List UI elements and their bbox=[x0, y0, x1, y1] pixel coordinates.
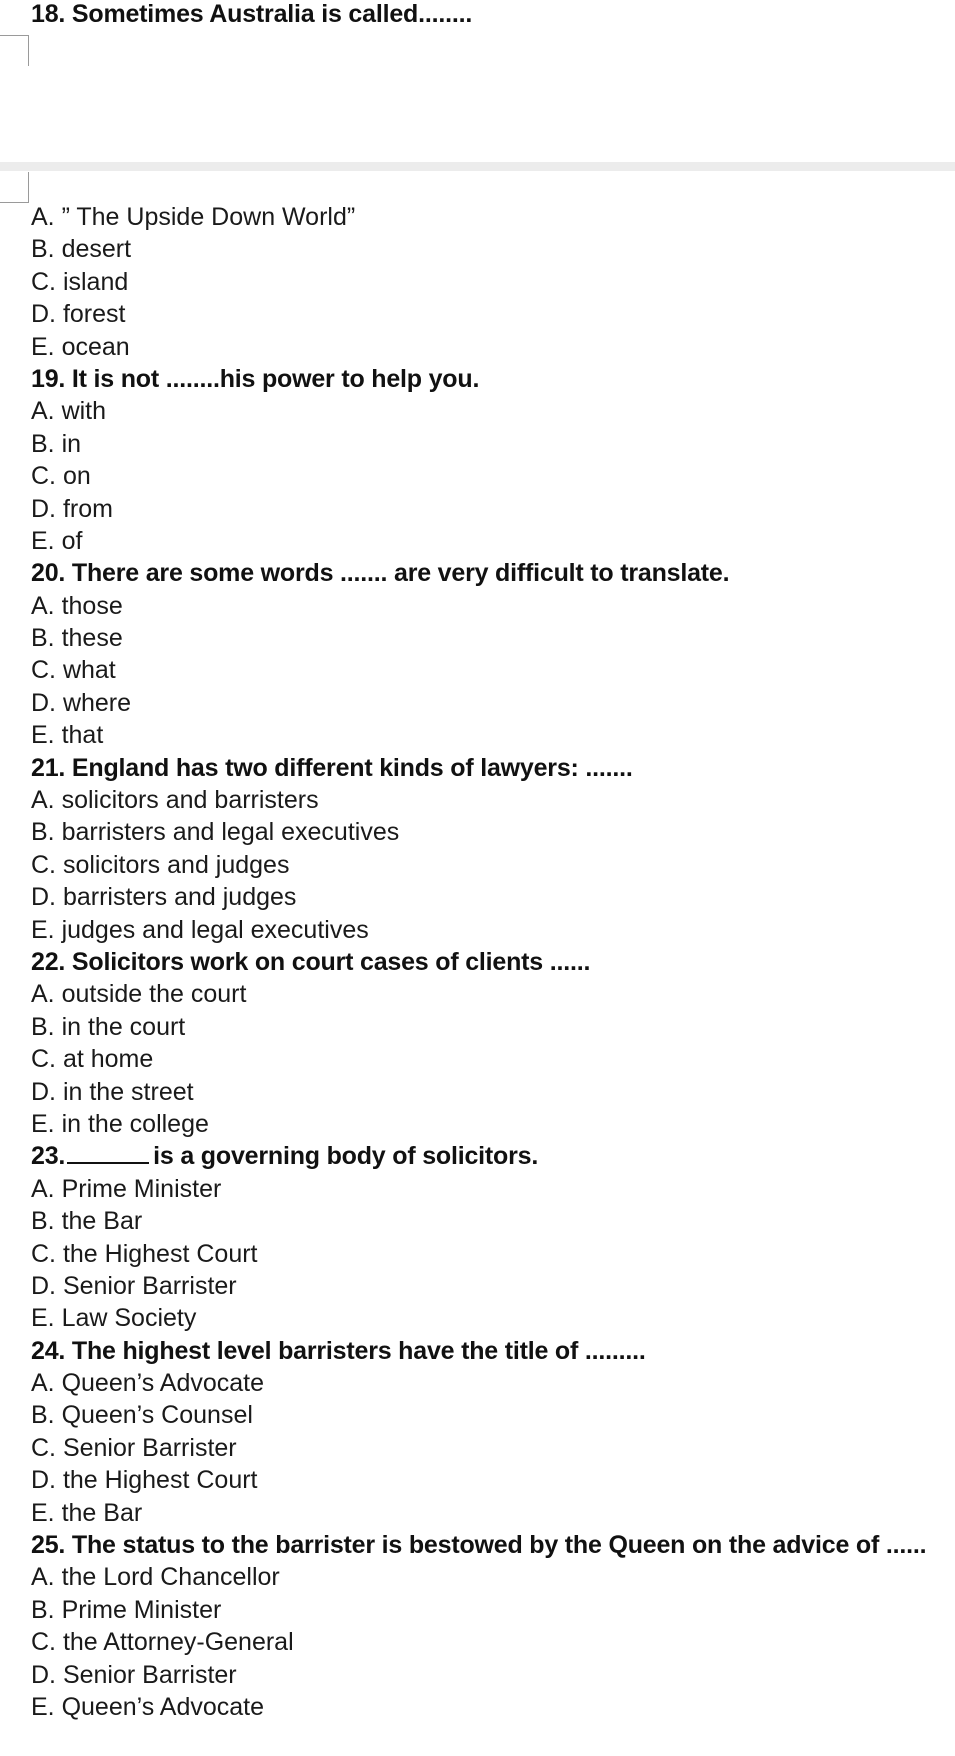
question-block-23 bbox=[31, 1140, 951, 1334]
question-23-number: 23. bbox=[31, 1142, 66, 1171]
questions-list bbox=[31, 201, 951, 1723]
option-20-e: E. that bbox=[31, 721, 104, 750]
option-25-b: B. Prime Minister bbox=[31, 1595, 222, 1624]
question-block-21 bbox=[31, 752, 951, 946]
page-break bbox=[0, 162, 955, 171]
option-19-a: A. with bbox=[31, 397, 107, 426]
question-block-24 bbox=[31, 1335, 951, 1529]
answer-blank bbox=[67, 1146, 149, 1164]
option-20-d: D. where bbox=[31, 688, 132, 717]
option-25-e: E. Queen’s Advocate bbox=[31, 1692, 265, 1721]
option-22-e: E. in the college bbox=[31, 1109, 209, 1138]
question-20-text: 20. There are some words ....... are very difficult to translate. bbox=[31, 559, 730, 588]
question-25-text: 25. The status to the barrister is bestowed by the Queen on the advice of ...... bbox=[31, 1531, 927, 1560]
option-20-b: B. these bbox=[31, 624, 123, 653]
page-corner-mark-top bbox=[0, 35, 29, 66]
question-block-20 bbox=[31, 557, 951, 751]
option-20-c: C. what bbox=[31, 656, 116, 685]
option-22-b: B. in the court bbox=[31, 1012, 186, 1041]
option-21-c: C. solicitors and judges bbox=[31, 850, 290, 879]
option-18-e: E. ocean bbox=[31, 332, 130, 361]
option-25-a: A. the Lord Chancellor bbox=[31, 1563, 280, 1592]
option-24-b: B. Queen’s Counsel bbox=[31, 1401, 253, 1430]
option-23-a: A. Prime Minister bbox=[31, 1174, 222, 1203]
option-22-c: C. at home bbox=[31, 1045, 154, 1074]
question-23-text bbox=[31, 1140, 951, 1172]
question-block-19 bbox=[31, 363, 951, 557]
option-25-c: C. the Attorney-General bbox=[31, 1628, 294, 1657]
page-corner-mark-bottom bbox=[0, 172, 29, 203]
option-21-a: A. solicitors and barristers bbox=[31, 786, 319, 815]
option-22-a: A. outside the court bbox=[31, 980, 247, 1009]
option-23-e: E. Law Society bbox=[31, 1304, 197, 1333]
option-24-d: D. the Highest Court bbox=[31, 1466, 258, 1495]
option-19-e: E. of bbox=[31, 526, 83, 555]
option-18-c: C. island bbox=[31, 267, 129, 296]
option-21-b: B. barristers and legal executives bbox=[31, 818, 400, 847]
question-block-22 bbox=[31, 946, 951, 1140]
question-19-text: 19. It is not ........his power to help you. bbox=[31, 364, 480, 393]
option-25-d: D. Senior Barrister bbox=[31, 1660, 237, 1689]
question-block-18 bbox=[31, 201, 951, 363]
option-24-a: A. Queen’s Advocate bbox=[31, 1369, 265, 1398]
option-18-b: B. desert bbox=[31, 235, 132, 264]
option-23-b: B. the Bar bbox=[31, 1207, 143, 1236]
option-19-c: C. on bbox=[31, 462, 91, 491]
option-21-e: E. judges and legal executives bbox=[31, 915, 369, 944]
option-18-d: D. forest bbox=[31, 300, 126, 329]
option-23-c: C. the Highest Court bbox=[31, 1239, 258, 1268]
question-23-rest: is a governing body of solicitors. bbox=[153, 1142, 539, 1171]
option-24-e: E. the Bar bbox=[31, 1498, 143, 1527]
question-21-text: 21. England has two different kinds of lawyers: ....... bbox=[31, 753, 633, 782]
option-19-d: D. from bbox=[31, 494, 113, 523]
question-block-25 bbox=[31, 1529, 951, 1723]
option-19-b: B. in bbox=[31, 429, 82, 458]
option-23-d: D. Senior Barrister bbox=[31, 1271, 237, 1300]
option-21-d: D. barristers and judges bbox=[31, 883, 297, 912]
option-20-a: A. those bbox=[31, 591, 123, 620]
option-24-c: C. Senior Barrister bbox=[31, 1433, 237, 1462]
option-18-a: A. ” The Upside Down World” bbox=[31, 203, 356, 231]
option-22-d: D. in the street bbox=[31, 1077, 194, 1106]
question-22-text: 22. Solicitors work on court cases of clients ...... bbox=[31, 947, 591, 976]
question-24-text: 24. The highest level barristers have the title of ......... bbox=[31, 1336, 646, 1365]
question-18-text: 18. Sometimes Australia is called........ bbox=[31, 0, 473, 28]
